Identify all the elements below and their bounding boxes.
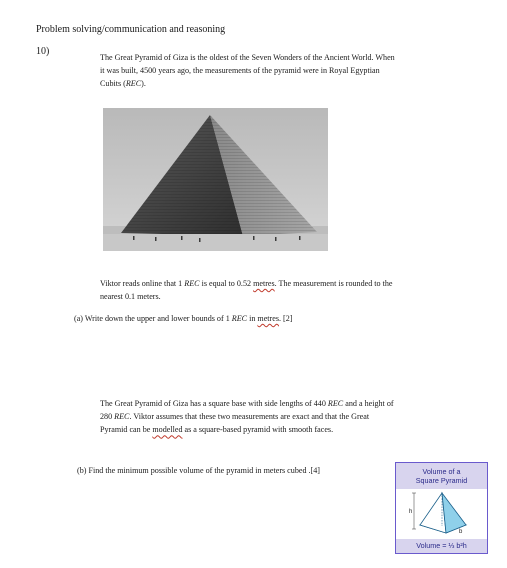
intro-line xyxy=(100,77,472,90)
part-a-text: . [2] xyxy=(278,314,293,323)
part-a-text: (a) Write down the upper and lower bounds of 1 xyxy=(74,314,232,323)
infobox-title-line: Volume of a xyxy=(422,467,461,476)
base-line xyxy=(100,397,472,410)
base-text: 280 xyxy=(100,412,115,422)
infobox-title xyxy=(396,463,487,489)
base-text: . Viktor assumes that these two measurements are exact and that the Great xyxy=(129,412,370,422)
unit-rec: REC xyxy=(231,314,248,323)
intro-paragraph xyxy=(100,51,472,91)
spellcheck-word: metres xyxy=(253,279,275,288)
volume-formula: Volume = ⅓ b²h xyxy=(396,539,487,553)
intro-line: The Great Pyramid of Giza is the oldest of the Seven Wonders of the Ancient World. When xyxy=(100,53,395,62)
pyramid-photo xyxy=(103,108,328,251)
intro-text: ). xyxy=(141,79,146,89)
rounding-paragraph xyxy=(100,277,472,303)
part-a-prompt xyxy=(74,314,292,323)
base-line xyxy=(100,410,472,423)
question-number: 10) xyxy=(36,46,50,57)
part-a-text: in xyxy=(247,314,258,323)
rounding-text: . The measurement is rounded to the xyxy=(274,279,393,288)
spellcheck-word: modelled xyxy=(152,425,183,435)
rounding-text: Viktor reads online that 1 xyxy=(100,279,185,288)
base-line xyxy=(100,423,472,436)
base-paragraph xyxy=(100,397,472,437)
unit-rec: REC xyxy=(327,399,344,408)
intro-line: it was built, 4500 years ago, the measurements of the pyramid were in Royal Egyptian xyxy=(100,66,380,76)
unit-rec: REC xyxy=(114,412,130,422)
base-text: The Great Pyramid of Giza has a square base with side lengths of 440 xyxy=(100,399,328,408)
base-text: and a height of xyxy=(343,399,394,408)
rounding-line xyxy=(100,277,472,290)
infobox-title-line: Square Pyramid xyxy=(415,476,468,485)
rounding-text: is equal to 0.52 xyxy=(199,279,254,288)
intro-text: Cubits ( xyxy=(100,79,126,89)
height-label: h xyxy=(409,509,413,515)
part-b-prompt: (b) Find the minimum possible volume of the pyramid in meters cubed .[4] xyxy=(77,466,320,475)
rounding-line: nearest 0.1 meters. xyxy=(100,292,161,302)
spellcheck-word: metres xyxy=(257,314,279,323)
square-pyramid-diagram xyxy=(396,489,487,539)
base-text: Pyramid can be xyxy=(100,425,153,435)
base-text: as a square-based pyramid with smooth faces. xyxy=(182,425,334,435)
volume-infobox xyxy=(395,462,488,554)
unit-rec: REC xyxy=(125,79,142,89)
unit-rec: REC xyxy=(184,279,200,288)
section-header: Problem solving/communication and reasoning xyxy=(36,24,226,35)
base-label: b xyxy=(459,529,463,535)
